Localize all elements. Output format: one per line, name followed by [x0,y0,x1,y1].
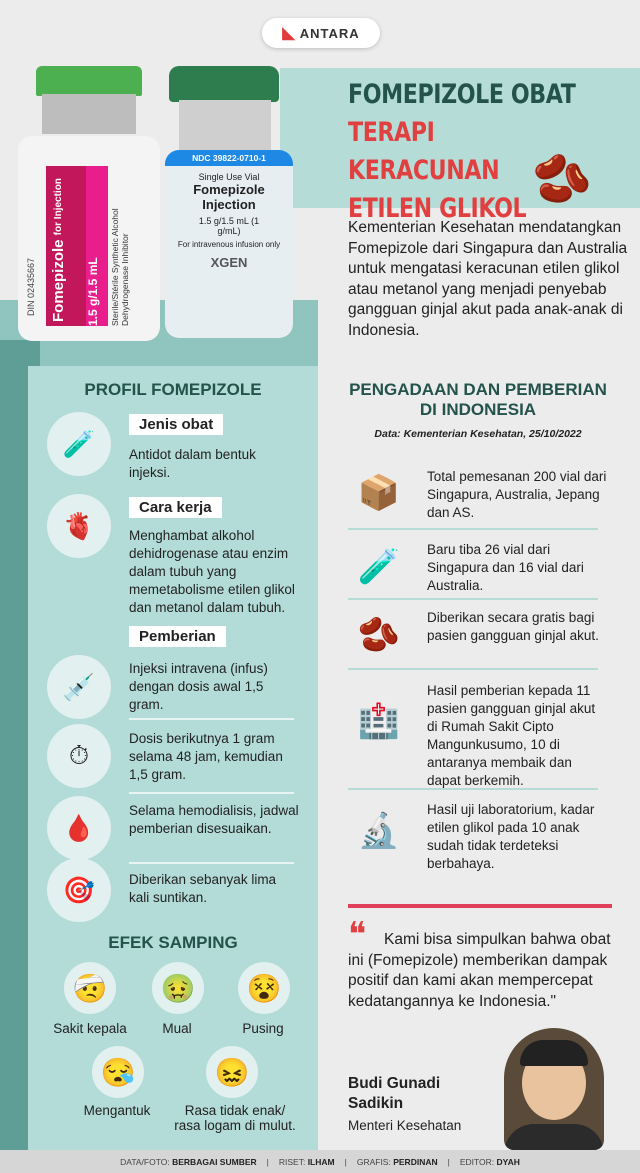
vial-route: For intravenous infusion only [177,240,281,249]
credit-value: ILHAM [307,1156,335,1167]
vial-dose-right: 1.5 g/1.5 mL (1 g/mL) [198,216,260,236]
sleepy-icon: 😪 [92,1046,144,1098]
nausea-icon: 🤢 [152,962,204,1014]
vial-maker: XGEN [210,255,248,270]
vial-info: Sterile/Stérile Synthetic Alcohol Dehydrogenase Inhibitor [110,208,130,326]
quote-text: Kami bisa simpulkan bahwa obat ini (Fomepizole) memberikan dampak positif dan kami akan mempercepat kedatangannya ke Indonesia." [348,931,611,1010]
syringe-icon: 💉 [47,655,111,719]
pemberian-item: Injeksi intravena (infus) dengan dosis awal 1,5 gram. [129,661,268,712]
pemberian-item: Dosis berikutnya 1 gram selama 48 jam, kemudian 1,5 gram. [129,731,283,782]
intro-text: Kementerian Kesehatan mendatangkan Fomepizole dari Singapura dan Australia untuk mengatasi keracunan etilen glikol atau metanol yang menjadi penyebab gangguan ginjal akut pada anak-anak di Indonesia. [348,219,628,339]
hospital-icon: 🏥 [357,702,401,740]
kidneys-icon: 🫘 [357,616,401,654]
pemberian-item: Selama hemodialisis, jadwal pemberian disesuaikan. [129,803,299,836]
kidney-icon: 🫘 [532,153,592,206]
pemberian-label: Pemberian [129,626,226,647]
pengadaan-item: Total pemesanan 200 vial dari Singapura, Australia, Jepang dan AS. [427,469,607,520]
target-syringe-icon: 🎯 [47,858,111,922]
vial-name: Fomepizole [50,239,67,322]
efek-item: Mual [162,1021,192,1036]
bad-taste-icon: 😖 [206,1046,258,1098]
credit-value: PERDINAN [393,1156,438,1167]
vial-icon: 🧪 [47,412,111,476]
credits-footer: DATA/FOTO: BERBAGAI SUMBER | RISET: ILHAM | GRAFIS: PERDINAN | EDITOR: DYAH [0,1150,640,1173]
microscope-icon: 🔬 [357,812,401,850]
author-portrait [504,1028,604,1150]
credit-value: DYAH [496,1156,520,1167]
title-line1: FOMEPIZOLE OBAT [348,79,576,110]
divider [348,528,598,530]
credit-value: BERBAGAI SUMBER [172,1156,257,1167]
efek-item: Sakit kepala [53,1021,127,1036]
divider [348,788,598,790]
vial-din: DIN 02435667 [26,257,36,316]
credit-label: EDITOR: [459,1156,495,1167]
divider [348,668,598,670]
vials-icon: 🧪 [357,548,401,586]
antara-logo [262,18,380,48]
divider [129,862,294,864]
headache-icon: 🤕 [64,962,116,1014]
pengadaan-item: Baru tiba 26 vial dari Singapura dan 16 vial dari Australia. [427,542,584,593]
blood-bag-icon: 🩸 [47,796,111,860]
quote-divider [348,904,612,908]
efek-item: Rasa tidak enak/ rasa logam di mulut. [174,1103,296,1133]
pemberian-item: Diberikan sebanyak lima kali suntikan. [129,872,277,905]
quote-mark-icon: ❝ [348,916,367,954]
pengadaan-item: Hasil uji laboratorium, kadar etilen glikol pada 10 anak sudah tidak terdeteksi berbahaya. [427,802,595,871]
divider [348,598,598,600]
efek-item: Mengantuk [83,1103,151,1118]
vial-left [18,66,160,341]
pengadaan-item: Diberikan secara gratis bagi pasien gangguan ginjal akut. [427,610,599,643]
credit-label: GRAFIS: [356,1156,391,1167]
page-title [348,76,640,228]
jenis-text: Antidot dalam bentuk injeksi. [129,447,256,480]
dizzy-icon: 😵 [238,962,290,1014]
vial-ndc: NDC 39822-0710-1 [165,150,293,166]
pengadaan-item: Hasil pemberian kepada 11 pasien gangguan ginjal akut di Rumah Sakit Cipto Mangunkusumo, 10 di antaranya membaik dan dapat berkemih. [427,683,596,788]
body-organ-icon: 🫀 [47,494,111,558]
pengadaan-heading: PENGADAAN DAN PEMBERIAN DI INDONESIA [349,380,607,419]
vial-line1: Single Use Vial [198,172,260,182]
vial-name-right: Fomepizole Injection [193,182,265,212]
logo-text: ANTARA [299,25,360,41]
pengadaan-source: Data: Kementerian Kesehatan, 25/10/2022 [374,428,582,440]
title-line3: ETILEN GLIKOL [348,193,527,224]
divider [129,718,294,720]
vial-right [165,66,293,341]
antara-mark-icon: ◣ [282,25,296,42]
divider [129,792,294,794]
cara-label: Cara kerja [129,497,222,518]
credit-label: DATA/FOTO: [120,1156,170,1167]
cara-text: Menghambat alkohol dehidrogenase atau enzim dalam tubuh yang memetabolisme etilen glikol dan metanol dalam tubuh. [129,528,295,615]
vial-sub: for Injection [53,178,64,236]
credit-label: RISET: [278,1156,306,1167]
efek-heading: EFEK SAMPING [108,933,238,952]
quote-author-name: Budi Gunadi Sadikin [348,1075,441,1112]
efek-item: Pusing [242,1021,284,1036]
vial-dose: 1.5 g/1.5 mL [86,166,108,326]
package-icon: 📦 [357,474,401,512]
jenis-label: Jenis obat [129,414,223,435]
title-line2: TERAPI KERACUNAN [348,117,500,186]
profil-heading: PROFIL FOMEPIZOLE [84,380,262,399]
clock-syringe-icon: ⏱ [47,724,111,788]
quote-author-role: Menteri Kesehatan [348,1118,462,1133]
